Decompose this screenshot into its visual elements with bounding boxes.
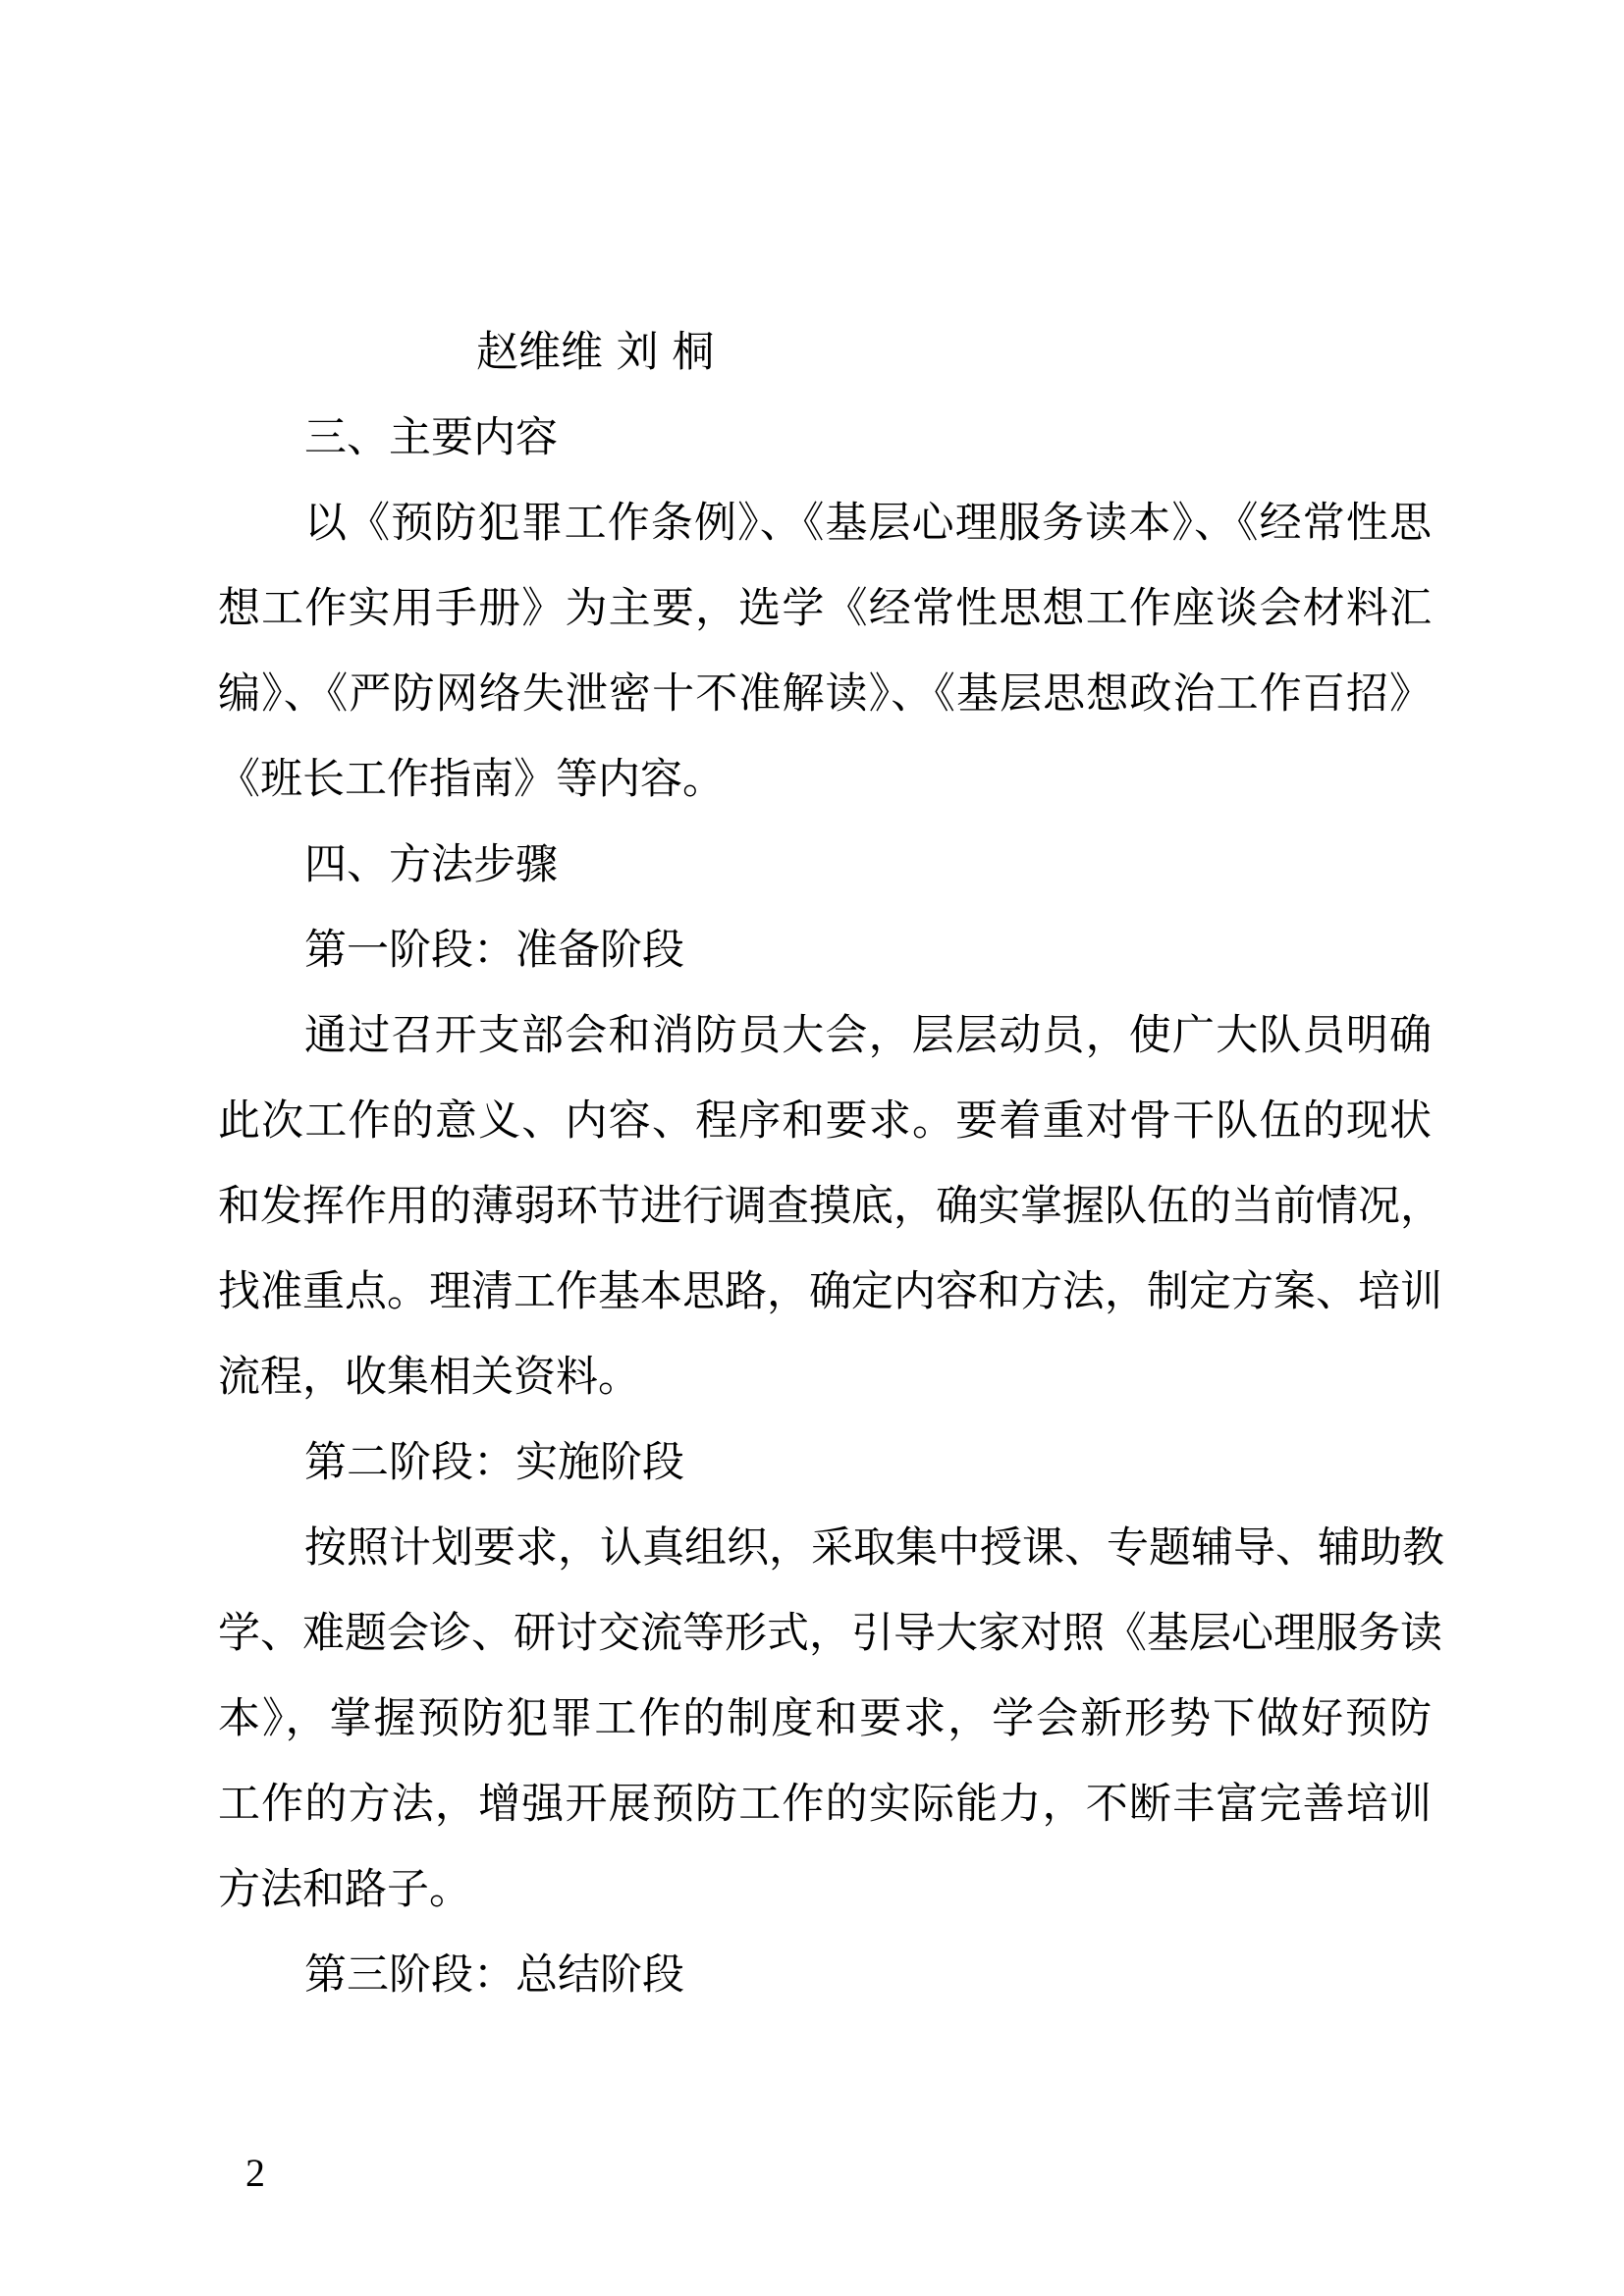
paragraph-line: 工作的方法，增强开展预防工作的实际能力，不断丰富完善培训 — [218, 1780, 1432, 1829]
paragraph-line: 流程，收集相关资料。 — [218, 1353, 640, 1402]
paragraph-line: 找准重点。理清工作基本思路，确定内容和方法，制定方案、培训 — [218, 1267, 1442, 1316]
paragraph-line: 本》，掌握预防犯罪工作的制度和要求，学会新形势下做好预防 — [218, 1694, 1432, 1743]
authors-line: 赵维维 刘 桐 — [476, 328, 715, 377]
paragraph-line: 《班长工作指南》等内容。 — [218, 755, 725, 804]
document-body — [218, 310, 1444, 2018]
section-heading: 第二阶段：实施阶段 — [304, 1438, 684, 1487]
paragraph-line: 想工作实用手册》为主要，选学《经常性思想工作座谈会材料汇 — [218, 584, 1432, 633]
paragraph-line: 编》、《严防网络失泄密十不准解读》、《基层思想政治工作百招》 — [218, 669, 1432, 719]
paragraph-line: 以《预防犯罪工作条例》、《基层心理服务读本》、《经常性思 — [304, 499, 1432, 548]
paragraph-line: 通过召开支部会和消防员大会，层层动员，使广大队员明确 — [304, 1011, 1432, 1060]
paragraph-line: 方法和路子。 — [218, 1865, 471, 1914]
section-heading: 第一阶段：准备阶段 — [304, 926, 684, 975]
section-heading: 四、方法步骤 — [304, 840, 558, 889]
section-heading: 第三阶段：总结阶段 — [304, 1950, 684, 2000]
paragraph-line: 按照计划要求，认真组织，采取集中授课、专题辅导、辅助教 — [304, 1523, 1444, 1573]
page-number: 2 — [245, 2151, 265, 2195]
paragraph-line: 和发挥作用的薄弱环节进行调查摸底，确实掌握队伍的当前情况， — [218, 1182, 1442, 1231]
paragraph-line: 此次工作的意义、内容、程序和要求。要着重对骨干队伍的现状 — [218, 1096, 1432, 1146]
section-heading: 三、主要内容 — [304, 413, 558, 462]
paragraph-line: 学、难题会诊、研讨交流等形式，引导大家对照《基层心理服务读 — [218, 1609, 1442, 1658]
